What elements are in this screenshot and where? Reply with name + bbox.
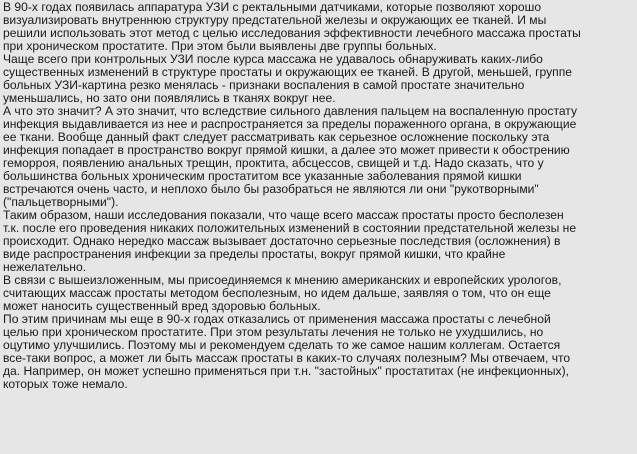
text-line: геморроя, появлению анальных трещин, проктита, абсцессов, свищей и т.д. Надо сказать, что у bbox=[3, 156, 544, 170]
text-line: происходит. Однако нередко массаж вызывает достаточно серьезные последствия (осложнения) в bbox=[3, 234, 561, 248]
text-line: все-таки вопрос, а может ли быть массаж простаты в каких-то случаях полезным? Мы отвечаем, что bbox=[3, 351, 571, 365]
text-line: нежелательно. bbox=[3, 260, 87, 274]
text-line: может наносить существенный вред здоровью больных. bbox=[3, 299, 321, 313]
text-line: существенных изменений в структуре простаты и окружающих ее тканей. В другой, меньшей, группе bbox=[3, 65, 573, 79]
text-line: больных УЗИ-картина резко менялась - признаки воспаления в самой простате значительно bbox=[3, 78, 525, 92]
text-line: Таким образом, наши исследования показали, что чаще всего массаж простаты просто бесполезен bbox=[3, 208, 564, 222]
text-line: визуализировать внутреннюю структуру предстательной железы и окружающих ее тканей. И мы bbox=[3, 13, 547, 27]
text-line: В связи с вышеизложенным, мы присоединяемся к мнению американских и европейских урологов, bbox=[3, 273, 562, 287]
text-line: ее ткани. Вообще данный факт следует рассматривать как серьезное осложнение поскольку эта bbox=[3, 130, 550, 144]
text-line: при хроническом простатите. При этом были выявлены две группы больных. bbox=[3, 39, 437, 53]
text-line: которых тоже немало. bbox=[3, 377, 128, 391]
text-line: да. Например, он может успешно применяться при т.н. "застойных" простатитах (не инфекционных), bbox=[3, 364, 569, 378]
text-line: ("пальцетворными"). bbox=[3, 195, 119, 209]
text-line: По этим причинам мы еще в 90-х годах отказались от применения массажа простаты с лечебной bbox=[3, 312, 551, 326]
text-line: В 90-х годах появилась аппаратура УЗИ с ректальными датчиками, которые позволяют хорошо bbox=[3, 0, 542, 14]
text-line: оцутимо улучшились. Поэтому мы и рекомендуем сделать то же самое нашим коллегам. Остается bbox=[3, 338, 561, 352]
text-line: уменьшались, но зато они появлялись в тканях вокруг нее. bbox=[3, 91, 336, 105]
text-line: инфекция выдавливается из нее и распространяется за пределы пораженного органа, в окружающие bbox=[3, 117, 577, 131]
text-line: Чаще всего при контрольных УЗИ после курса массажа не удавалось обнаруживать каких-либо bbox=[3, 52, 543, 66]
text-line: т.к. после его проведения никаких положительных изменений в состоянии предстательной железы не bbox=[3, 221, 577, 235]
text-line: виде распространения инфекции за пределы простаты, вокруг прямой кишки, что крайне bbox=[3, 247, 506, 261]
text-line: инфекция попадает в пространство вокруг прямой кишки, а далее это может привести к обострению bbox=[3, 143, 570, 157]
text-line: встречаются очень часто, и неплохо было бы разобраться не являются ли они "рукотворными" bbox=[3, 182, 539, 196]
text-line: большинства больных хроническим простатитом все указанные заболевания прямой кишки bbox=[3, 169, 522, 183]
text-line: считающих массаж простаты методом бесполезным, но идем дальше, заявляя о том, что он еще bbox=[3, 286, 551, 300]
text-line: целью при хроническом простатите. При этом результаты лечения не только не ухудшились, но bbox=[3, 325, 544, 339]
text-line: решили использовать этот метод с целью исследования эффективности лечебного массажа простаты bbox=[3, 26, 581, 40]
text-line: А что это значит? А это значит, что вследствие сильного давления пальцем на воспаленную простату bbox=[3, 104, 578, 118]
